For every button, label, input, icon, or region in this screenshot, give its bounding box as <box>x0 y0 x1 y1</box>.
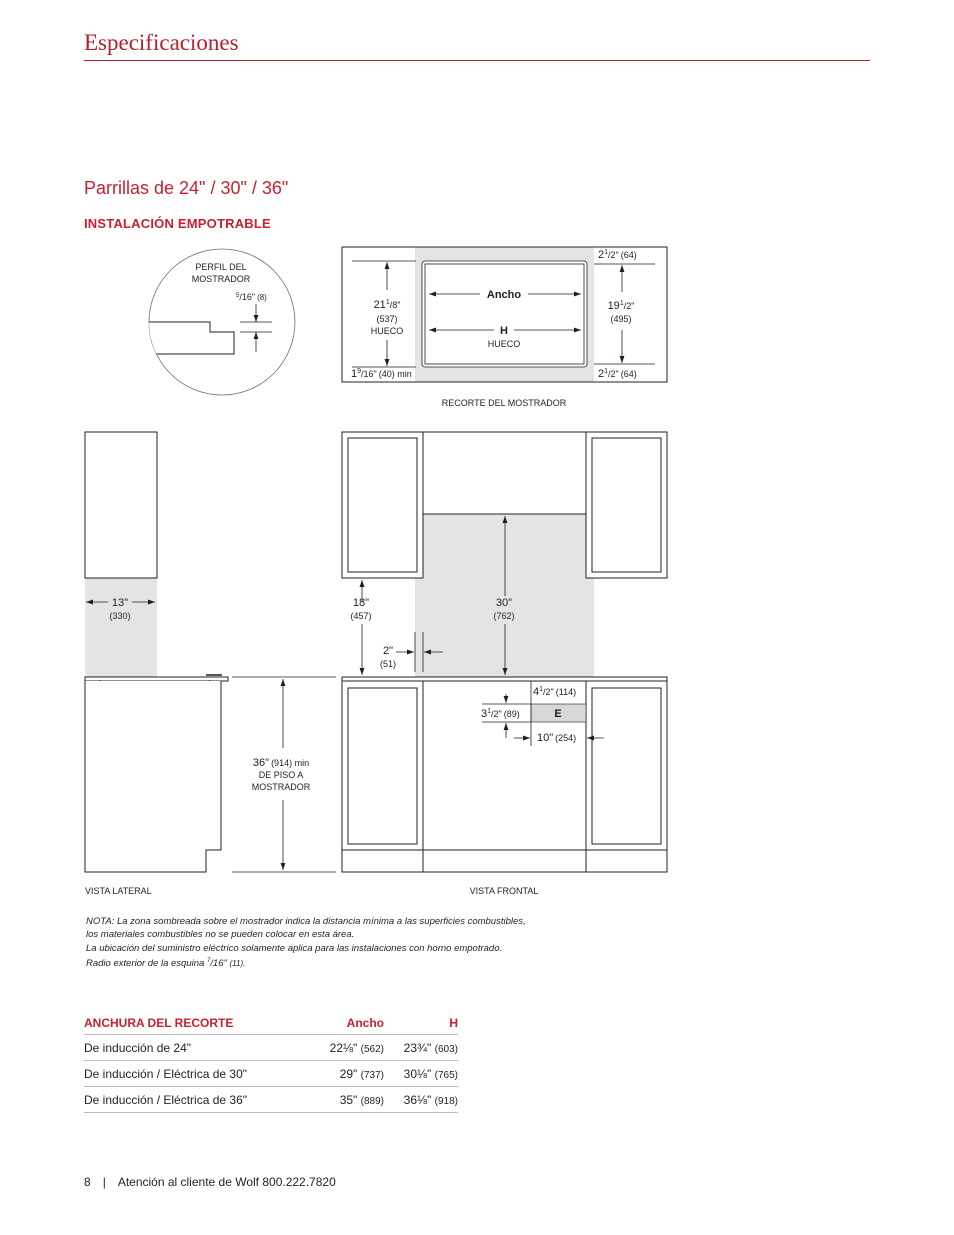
cutout-right-mm: (495) <box>610 314 632 324</box>
electrical-box-label: E <box>554 708 562 720</box>
installation-notes <box>86 915 646 970</box>
elec-top-dim: $4^1_{/2"}$ (114) <box>533 686 577 698</box>
side-height-label-2: MOSTRADOR <box>251 782 311 792</box>
cutout-h-label: H <box>500 325 508 337</box>
side-depth-dim: 13" <box>111 597 129 609</box>
side-depth-mm: (330) <box>109 611 131 621</box>
front-view <box>342 432 667 896</box>
front-side-clear-mm: (457) <box>350 611 372 621</box>
cutout-bottom-left-dim: $1^9_{/16"}$ (40) min <box>351 368 412 380</box>
row-ancho: 35" (889) <box>294 1087 384 1113</box>
cutout-caption: RECORTE DEL MOSTRADOR <box>441 398 567 408</box>
footer-separator: | <box>102 1175 106 1189</box>
note-line-2: los materiales combustibles no se pueden colocar en esta área. <box>86 929 355 941</box>
cutout-left-label: HUECO <box>370 326 404 336</box>
elec-left-dim: $3^1_{/2"}$ (89) <box>481 708 520 720</box>
table-header-label: ANCHURA DEL RECORTE <box>84 1012 294 1035</box>
profile-label-1: PERFIL DEL <box>195 262 247 272</box>
cutout-top-dim: $2^1_{/2"}$ (64) <box>598 249 637 261</box>
page-number: 8 <box>84 1175 91 1189</box>
row-label: De inducción / Eléctrica de 36" <box>84 1087 294 1113</box>
table-row <box>84 1061 458 1087</box>
table-row <box>84 1087 458 1113</box>
front-side-clear-dim: 18" <box>352 597 370 609</box>
row-label: De inducción / Eléctrica de 30" <box>84 1061 294 1087</box>
table-header-row <box>84 1012 458 1035</box>
front-top-clear-dim: 30" <box>495 597 513 609</box>
side-height-label-1: DE PISO A <box>258 770 304 780</box>
profile-label-2: MOSTRADOR <box>191 274 251 284</box>
cutout-width-table <box>84 1012 458 1113</box>
cutout-width-label: Ancho <box>486 289 522 301</box>
side-view-caption: VISTA LATERAL <box>85 886 152 896</box>
front-offset-mm: (51) <box>379 659 397 669</box>
elec-width-dim: 10" (254) <box>537 732 577 744</box>
front-offset-dim: 2" <box>382 645 394 657</box>
row-h: 36⅛" (918) <box>384 1087 458 1113</box>
countertop-cutout <box>342 247 667 408</box>
note-line-3: La ubicación del suministro eléctrico solamente aplica para las instalaciones con horno empotrado. <box>86 942 503 954</box>
footer-contact: Atención al cliente de Wolf 800.222.7820 <box>117 1175 336 1189</box>
side-view <box>85 432 336 896</box>
page-title: Especificaciones <box>84 30 239 55</box>
side-height-dim: 36" (914) min <box>252 757 310 769</box>
front-top-clear-mm: (762) <box>493 611 515 621</box>
countertop-profile <box>140 249 295 395</box>
page-footer <box>84 1175 336 1189</box>
note-line-4: Radio exterior de la esquina $^7$/16" (11). <box>86 957 246 970</box>
row-h: 23¾" (603) <box>384 1035 458 1061</box>
row-ancho: 29" (737) <box>294 1061 384 1087</box>
cutout-bottom-right-dim: $2^1_{/2"}$ (64) <box>598 368 637 380</box>
subsection-title: INSTALACIÓN EMPOTRABLE <box>84 216 271 231</box>
cutout-left-mm: (537) <box>376 314 398 324</box>
table-header-h: H <box>384 1012 458 1035</box>
cutout-right-dim: $19^1_{/2"}$ <box>607 300 635 312</box>
row-ancho: 22⅛" (562) <box>294 1035 384 1061</box>
table-header-ancho: Ancho <box>294 1012 384 1035</box>
cutout-hueco-label: HUECO <box>487 339 521 349</box>
front-view-caption: VISTA FRONTAL <box>469 886 539 896</box>
section-title: Parrillas de 24" / 30" / 36" <box>84 178 289 198</box>
note-line-1: NOTA: La zona sombreada sobre el mostrador indica la distancia mínima a las superficies combustibles, <box>86 916 526 927</box>
row-label: De inducción de 24" <box>84 1035 294 1061</box>
row-h: 30⅛" (765) <box>384 1061 458 1087</box>
profile-thickness: $^5$/16" (8) <box>236 292 267 302</box>
cutout-left-dim: $21^1_{/8"}$ <box>373 299 401 311</box>
table-row <box>84 1035 458 1061</box>
